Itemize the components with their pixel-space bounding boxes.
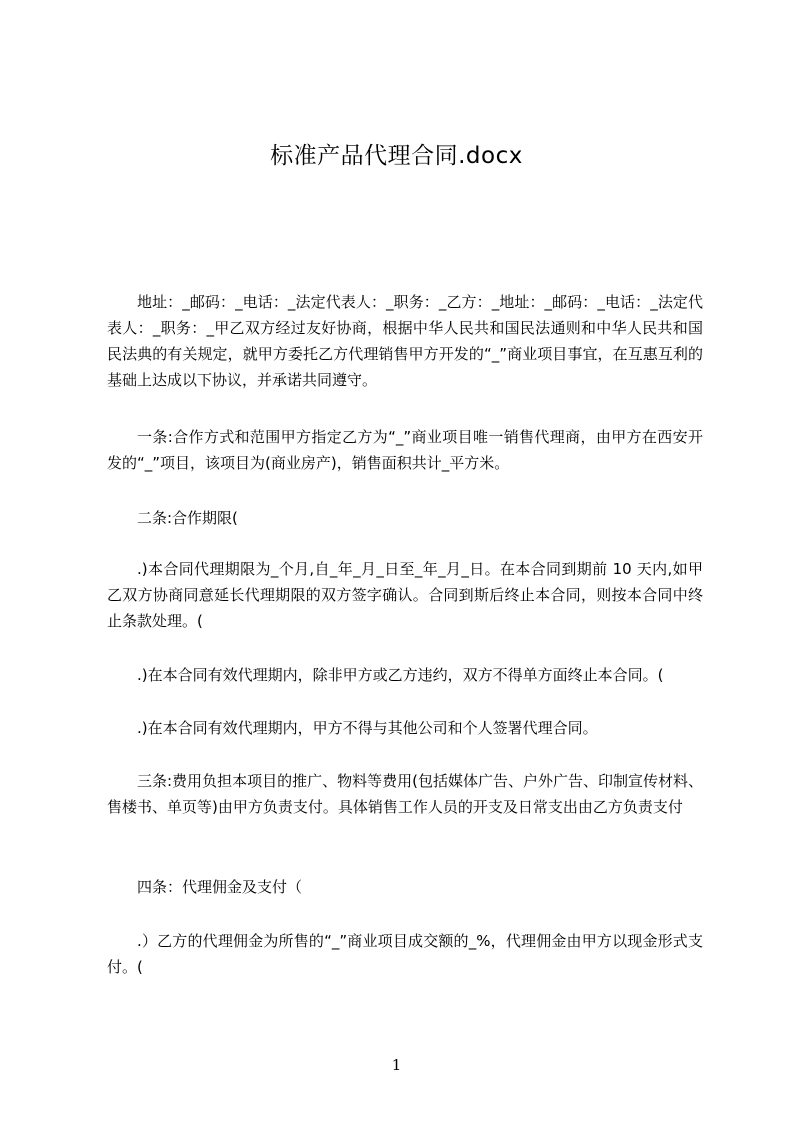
page-number: 1 xyxy=(391,1056,402,1074)
paragraph-article-4-item-1: .）乙方的代理佣金为所售的“_”商业项目成交额的_%，代理佣金由甲方以现金形式支付。( xyxy=(107,932,703,976)
paragraph-article-2-item-3: .)在本合同有效代理期内，甲方不得与其他公司和个人签署代理合同。 xyxy=(137,719,598,737)
paragraph-article-2-item-1: .)本合同代理期限为_个月,自_年_月_日至_年_月_日。在本合同到期前 10 天内,如甲乙双方协商同意延长代理期限的双方签字确认。合同到斯后终止本合同，则按本合同中终止条款处理。( xyxy=(107,560,703,630)
paragraph-parties-preamble: 地址：_邮码：_电话：_法定代表人：_职务：_乙方：_地址：_邮码：_电话：_法定代表人：_职务：_甲乙双方经过友好协商，根据中华人民共和国民法通则和中华人民共和国民法典的有关规定，就甲方委托乙方代理销售甲方开发的“_”商业项目事宜，在互惠互利的基础上达成以下协议，并承诺共同遵守。 xyxy=(107,293,703,389)
paragraph-article-4-heading: 四条：代理佣金及支付（ xyxy=(137,878,303,896)
document-title: 标准产品代理合同.docx xyxy=(270,143,523,169)
paragraph-article-1: 一条:合作方式和范围甲方指定乙方为“_”商业项目唯一销售代理商，由甲方在西安开发的“_”项目，该项目为(商业房产)，销售面积共计_平方米。 xyxy=(107,428,703,472)
paragraph-article-2-heading: 二条:合作期限( xyxy=(137,509,238,527)
paragraph-article-3: 三条:费用负担本项目的推广、物料等费用(包括媒体广告、户外广告、印制宣传材料、售楼书、单页等)由甲方负责支付。具体销售工作人员的开支及日常支出由乙方负责支付 xyxy=(107,772,703,816)
paragraph-article-2-item-2: .)在本合同有效代理期内，除非甲方或乙方违约，双方不得单方面终止本合同。( xyxy=(137,666,664,684)
